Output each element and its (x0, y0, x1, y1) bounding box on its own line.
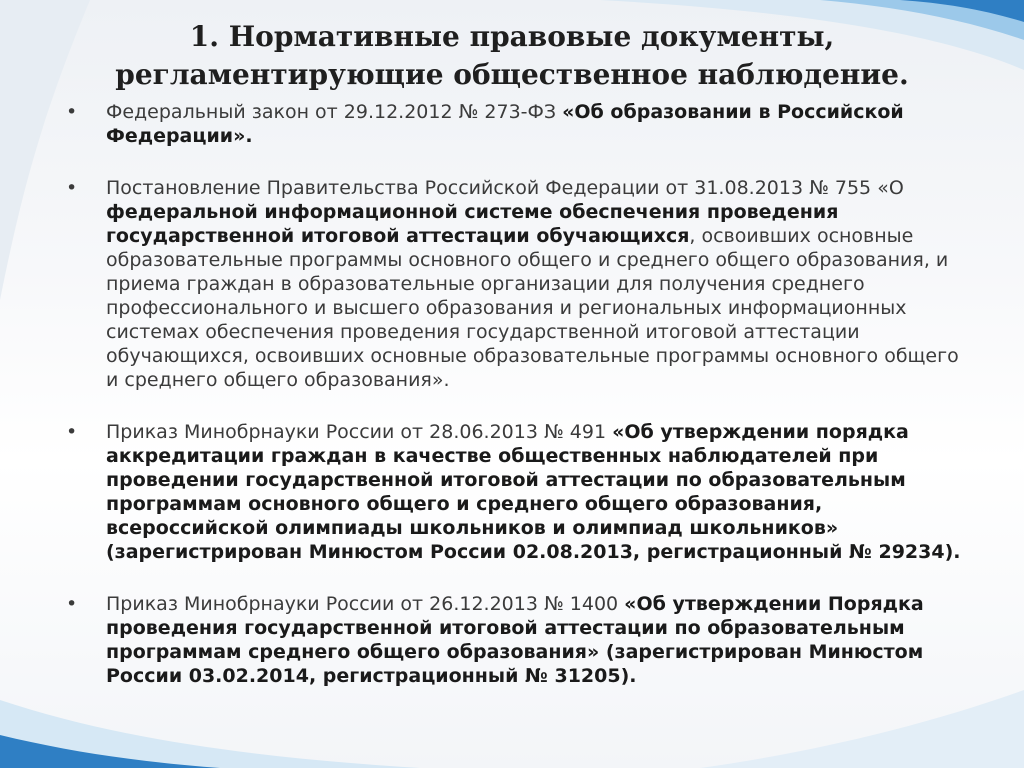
title-line-2: регламентирующие общественное наблюдение. (115, 58, 909, 91)
list-item (66, 176, 976, 392)
document-list (66, 100, 976, 688)
item-text: Федеральный закон от 29.12.2012 № 273-ФЗ (106, 101, 563, 123)
item-bold-text: «Об утверждении Порядка проведения государственной итоговой аттестации по образовательным программам среднего общего образования» (зарегистрирован Минюстом России 03.02.2014, регистрационный № 31205). (106, 593, 924, 687)
item-text: Приказ Минобрнауки России от 28.06.2013 № 491 (106, 421, 613, 443)
item-text: Приказ Минобрнауки России от 26.12.2013 № 1400 (106, 593, 625, 615)
list-item (66, 420, 976, 564)
slide-title (60, 18, 964, 94)
item-text: Постановление Правительства Российской Федерации от 31.08.2013 № 755 «О (106, 177, 904, 199)
item-bold-text: «Об образовании в Российской Федерации». (106, 101, 904, 147)
bottom-right-wave (700, 690, 1024, 768)
bullet-icon: • (66, 177, 78, 199)
title-line-1: 1. Нормативные правовые документы, (189, 20, 835, 53)
item-text-tail: , освоивших основные образовательные программы основного общего и среднего общего образования, и приема граждан в образовательные организации для получения среднего профессионального и высшего образования и региональных информационных системах обеспечения проведения государственной итоговой аттестации обучающихся, освоивших основные образовательные программы основного общего и среднего общего образования». (106, 225, 959, 391)
bullet-icon: • (66, 593, 78, 615)
bullet-icon: • (66, 101, 78, 123)
item-bold-text: «Об утверждении порядка аккредитации граждан в качестве общественных наблюдателей при проведении государственной итоговой аттестации по образовательным программам основного общего и среднего общего образования, всероссийской олимпиады школьников и олимпиад школьников» (зарегистрирован Минюстом России 02.08.2013, регистрационный № 29234). (106, 421, 961, 563)
list-item (66, 100, 976, 148)
item-bold-text: федеральной информационной системе обеспечения проведения государственной итоговой аттестации обучающихся (106, 201, 839, 247)
bullet-icon: • (66, 421, 78, 443)
list-item (66, 592, 976, 688)
